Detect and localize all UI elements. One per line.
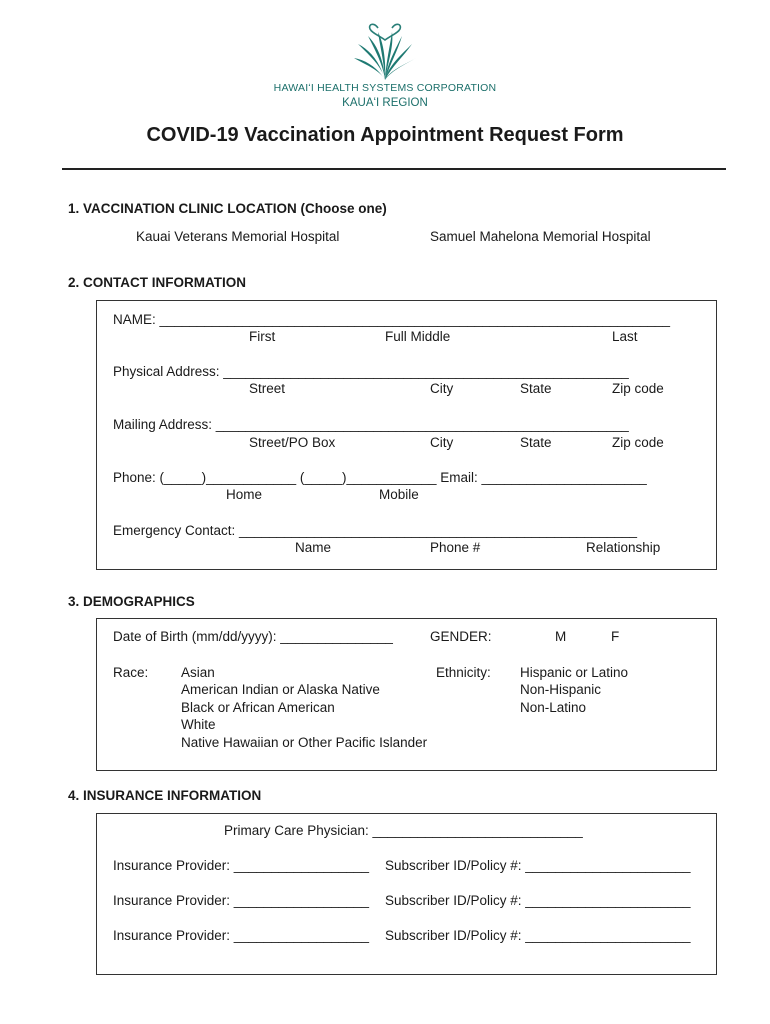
- clinic-option-kauai-veterans[interactable]: Kauai Veterans Memorial Hospital: [136, 229, 340, 244]
- phys-state-caption: State: [520, 381, 552, 396]
- gender-option-m[interactable]: M: [555, 629, 567, 644]
- ethnicity-option[interactable]: Non-Hispanic: [520, 682, 602, 697]
- subscriber-id-field[interactable]: Subscriber ID/Policy #: ______________________: [385, 893, 691, 908]
- clinic-option-samuel-mahelona[interactable]: Samuel Mahelona Memorial Hospital: [430, 229, 651, 244]
- dob-field[interactable]: Date of Birth (mm/dd/yyyy): _______________: [113, 629, 393, 644]
- section-heading-insurance: 4. INSURANCE INFORMATION: [68, 788, 262, 803]
- mail-zip-caption: Zip code: [612, 435, 664, 450]
- name-middle-caption: Full Middle: [385, 329, 451, 344]
- insurance-provider-field[interactable]: Insurance Provider: __________________: [113, 893, 369, 908]
- title-divider: [62, 168, 726, 170]
- physical-address-field[interactable]: Physical Address: ______________________________________________________: [113, 364, 629, 379]
- section-heading-clinic-location: 1. VACCINATION CLINIC LOCATION (Choose one): [68, 201, 387, 216]
- subscriber-id-field[interactable]: Subscriber ID/Policy #: ______________________: [385, 928, 691, 943]
- race-option[interactable]: Black or African American: [181, 700, 335, 715]
- phys-city-caption: City: [430, 381, 454, 396]
- gender-option-f[interactable]: F: [611, 629, 620, 644]
- ethnicity-option[interactable]: Non-Latino: [520, 700, 587, 715]
- section-heading-demographics: 3. DEMOGRAPHICS: [68, 594, 195, 609]
- phone-email-field[interactable]: Phone: (_____)____________ (_____)____________ Email: ______________________: [113, 470, 647, 485]
- race-label: Race:: [113, 665, 149, 680]
- phys-street-caption: Street: [249, 381, 286, 396]
- race-option[interactable]: American Indian or Alaska Native: [181, 682, 380, 697]
- insurance-provider-field[interactable]: Insurance Provider: __________________: [113, 858, 369, 873]
- emergency-phone-caption: Phone #: [430, 540, 481, 555]
- name-last-caption: Last: [612, 329, 638, 344]
- insurance-provider-field[interactable]: Insurance Provider: __________________: [113, 928, 369, 943]
- ethnicity-option[interactable]: Hispanic or Latino: [520, 665, 629, 680]
- hhsc-logo: [290, 18, 480, 85]
- ethnicity-label: Ethnicity:: [436, 665, 491, 680]
- mail-state-caption: State: [520, 435, 552, 450]
- subscriber-id-field[interactable]: Subscriber ID/Policy #: ______________________: [385, 858, 691, 873]
- name-first-caption: First: [249, 329, 276, 344]
- primary-care-physician-field[interactable]: Primary Care Physician: ____________________________: [224, 823, 583, 838]
- emergency-relationship-caption: Relationship: [586, 540, 661, 555]
- form-title: COVID-19 Vaccination Appointment Request Form: [146, 124, 624, 146]
- name-field[interactable]: NAME: ____________________________________________________________________: [113, 312, 671, 327]
- phone-home-caption: Home: [226, 487, 263, 502]
- section-heading-contact: 2. CONTACT INFORMATION: [68, 275, 246, 290]
- race-option[interactable]: White: [181, 717, 216, 732]
- phone-mobile-caption: Mobile: [379, 487, 419, 502]
- emergency-name-caption: Name: [295, 540, 332, 555]
- emergency-contact-field[interactable]: Emergency Contact: _____________________________________________________: [113, 523, 637, 538]
- mail-street-caption: Street/PO Box: [249, 435, 336, 450]
- phys-zip-caption: Zip code: [612, 381, 664, 396]
- mail-city-caption: City: [430, 435, 454, 450]
- mailing-address-field[interactable]: Mailing Address: _______________________________________________________: [113, 417, 629, 432]
- org-name: HAWAIʻI HEALTH SYSTEMS CORPORATION: [273, 82, 497, 94]
- race-option[interactable]: Native Hawaiian or Other Pacific Islander: [181, 735, 428, 750]
- race-option[interactable]: Asian: [181, 665, 215, 680]
- org-region: KAUAʻI REGION: [342, 97, 428, 109]
- gender-label: GENDER:: [430, 629, 492, 644]
- palm-logo-icon: [290, 18, 480, 82]
